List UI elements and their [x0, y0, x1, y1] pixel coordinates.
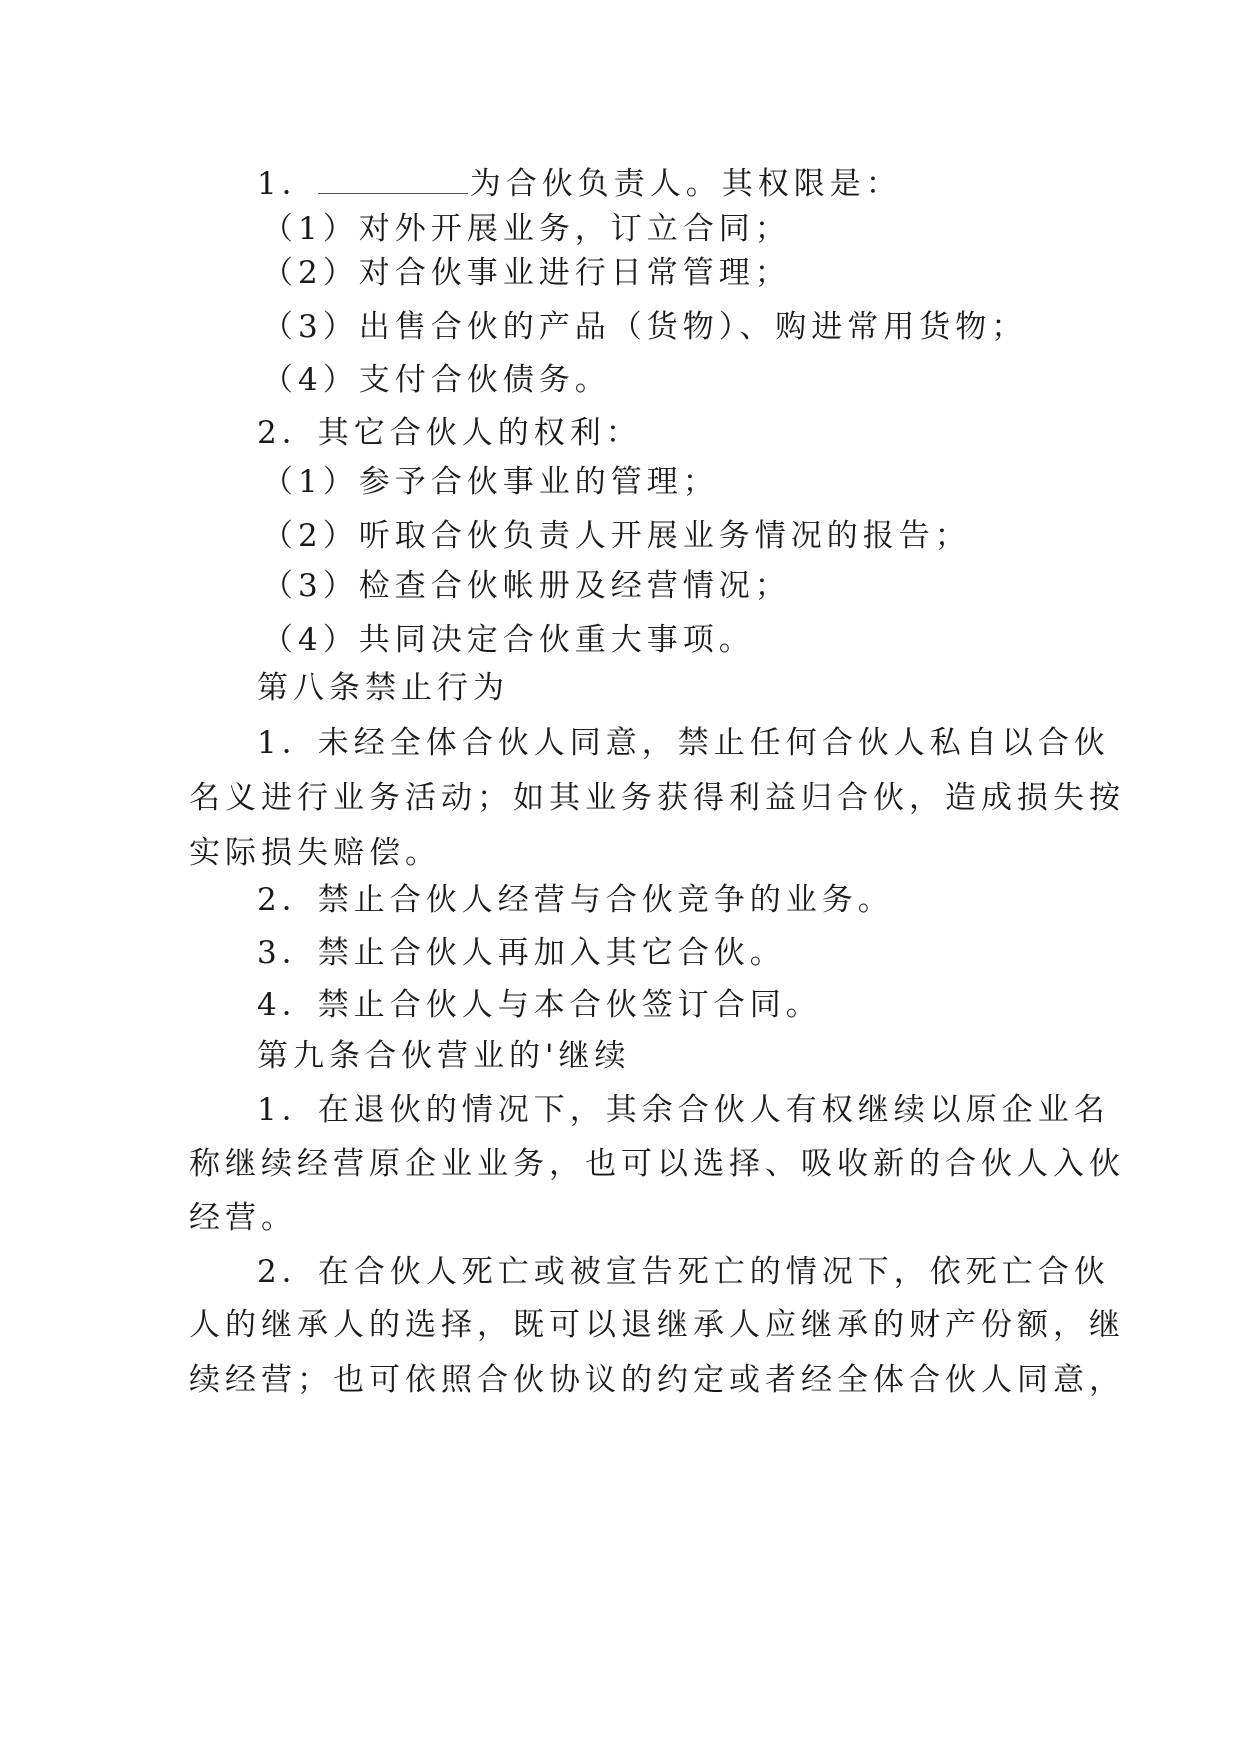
- paragraph-line-10: （4）共同决定合伙重大事项。: [262, 622, 755, 658]
- paragraph-line-14: 实际损失赔偿。: [189, 835, 441, 871]
- paragraph-line-21: 经营。: [189, 1200, 297, 1236]
- paragraph-line-2: （1）对外开展业务，订立合同；: [262, 211, 791, 247]
- paragraph-line-5: （4）支付合伙债务。: [262, 362, 611, 398]
- section-heading-9: 第九条合伙营业的'继续: [257, 1038, 631, 1074]
- paragraph-line-1: [257, 164, 902, 204]
- paragraph-line-23: 人的继承人的选择，既可以退继承人应继承的财产份额，继: [189, 1307, 1125, 1343]
- line-text: 为合伙负责人。其权限是：: [469, 166, 902, 202]
- paragraph-line-13: 名义进行业务活动；如其业务获得利益归合伙，造成损失按: [189, 780, 1125, 816]
- paragraph-line-8: （2）听取合伙负责人开展业务情况的报告；: [262, 518, 971, 554]
- paragraph-line-17: 4．禁止合伙人与本合伙签订合同。: [257, 987, 822, 1023]
- paragraph-line-20: 称继续经营原企业业务，也可以选择、吸收新的合伙人入伙: [189, 1146, 1125, 1182]
- paragraph-line-3: （2）对合伙事业进行日常管理；: [262, 255, 791, 291]
- paragraph-line-4: （3）出售合伙的产品（货物）、购进常用货物；: [262, 309, 1028, 345]
- paragraph-line-24: 续经营；也可依照合伙协议的约定或者经全体合伙人同意，: [189, 1362, 1125, 1398]
- paragraph-line-16: 3．禁止合伙人再加入其它合伙。: [257, 935, 786, 971]
- item-number: 1．: [257, 166, 318, 202]
- paragraph-line-15: 2．禁止合伙人经营与合伙竞争的业务。: [257, 882, 894, 918]
- paragraph-line-12: 1．未经全体合伙人同意，禁止任何合伙人私自以合伙: [257, 725, 1110, 761]
- paragraph-line-9: （3）检查合伙帐册及经营情况；: [262, 568, 791, 604]
- paragraph-line-7: （1）参予合伙事业的管理；: [262, 464, 719, 500]
- paragraph-line-6: 2．其它合伙人的权利：: [257, 415, 642, 451]
- paragraph-line-22: 2．在合伙人死亡或被宣告死亡的情况下，依死亡合伙: [257, 1254, 1110, 1290]
- section-heading-8: 第八条禁止行为: [257, 670, 509, 706]
- paragraph-line-19: 1．在退伙的情况下，其余合伙人有权继续以原企业名: [257, 1092, 1110, 1128]
- blank-field: [318, 167, 468, 194]
